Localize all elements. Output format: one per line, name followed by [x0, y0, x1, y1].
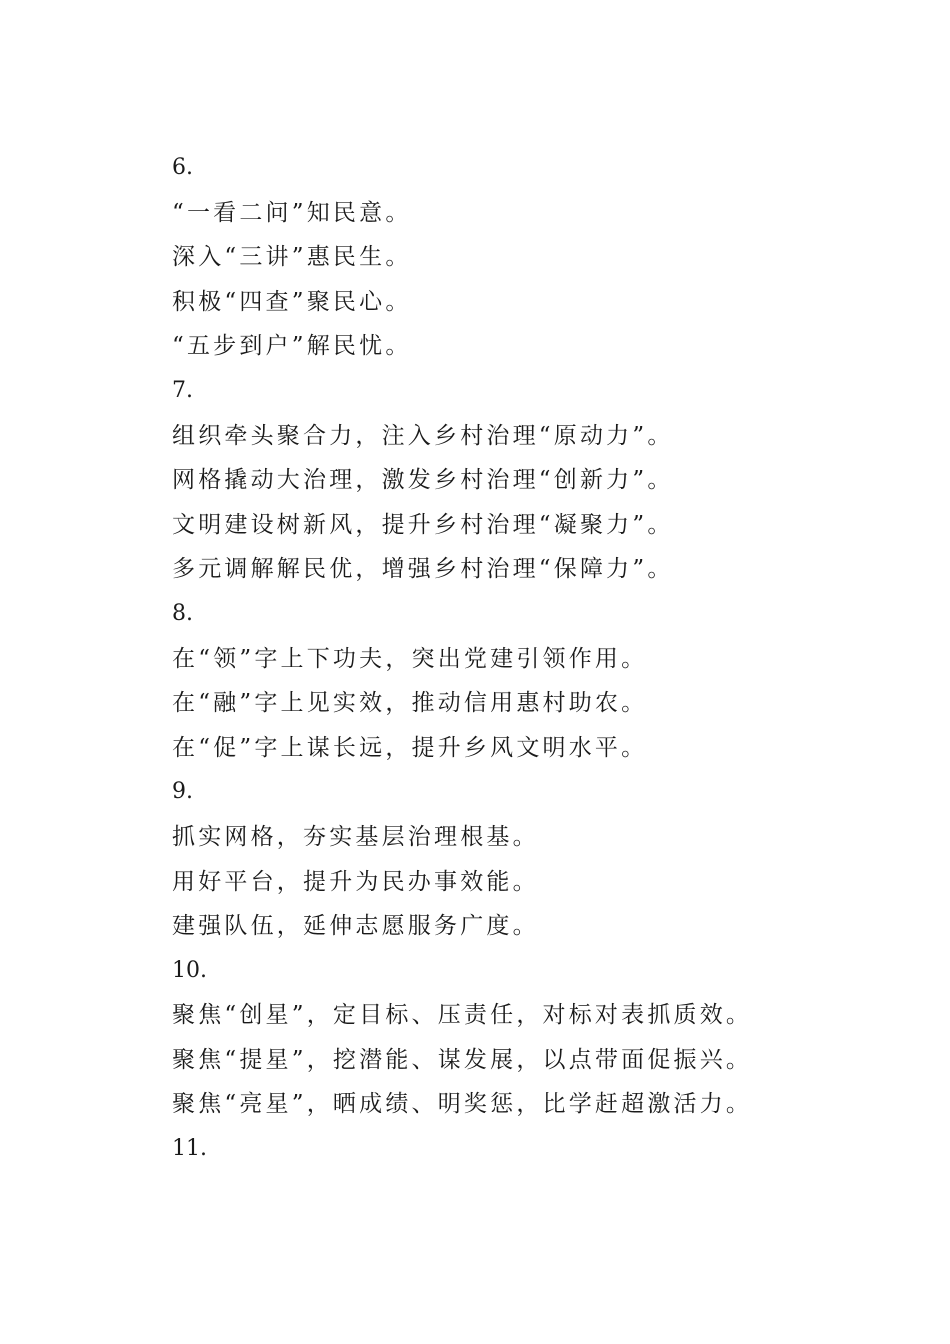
- paragraph-line: 网格撬动大治理，激发乡村治理“创新力”。: [172, 467, 674, 494]
- paragraph-line: “五步到户”解民忧。: [172, 333, 412, 360]
- paragraph-line: 用好平台，提升为民办事效能。: [172, 868, 539, 895]
- paragraph-line: 积极“四查”聚民心。: [172, 288, 412, 315]
- paragraph-line: 建强队伍，延伸志愿服务广度。: [172, 913, 539, 940]
- paragraph-line: 聚焦“创星”，定目标、压责任，对标对表抓质效。: [172, 1002, 753, 1029]
- paragraph-line: 组织牵头聚合力，注入乡村治理“原动力”。: [172, 422, 674, 449]
- paragraph-line: 在“促”字上谋长远，提升乡风文明水平。: [172, 734, 648, 761]
- document-body: [172, 146, 892, 1172]
- section-number: 9.: [172, 779, 193, 805]
- paragraph-line: 聚焦“亮星”，晒成绩、明奖惩，比学赶超激活力。: [172, 1091, 753, 1118]
- paragraph-line: 抓实网格，夯实基层治理根基。: [172, 823, 539, 850]
- paragraph-line: 在“融”字上见实效，推动信用惠村助农。: [172, 690, 648, 717]
- paragraph-line: 在“领”字上下功夫，突出党建引领作用。: [172, 645, 648, 672]
- paragraph-line: 文明建设树新风，提升乡村治理“凝聚力”。: [172, 511, 674, 538]
- paragraph-line: 深入“三讲”惠民生。: [172, 244, 412, 271]
- section-number: 7.: [172, 377, 193, 403]
- paragraph-line: “一看二问”知民意。: [172, 199, 412, 226]
- paragraph-line: 聚焦“提星”，挖潜能、谋发展，以点带面促振兴。: [172, 1046, 753, 1073]
- section-number: 6.: [172, 155, 193, 180]
- section-number: 8.: [172, 600, 193, 626]
- section-number: 11.: [172, 1136, 207, 1162]
- section-number: 10.: [172, 957, 207, 983]
- paragraph-line: 多元调解解民优，增强乡村治理“保障力”。: [172, 556, 674, 583]
